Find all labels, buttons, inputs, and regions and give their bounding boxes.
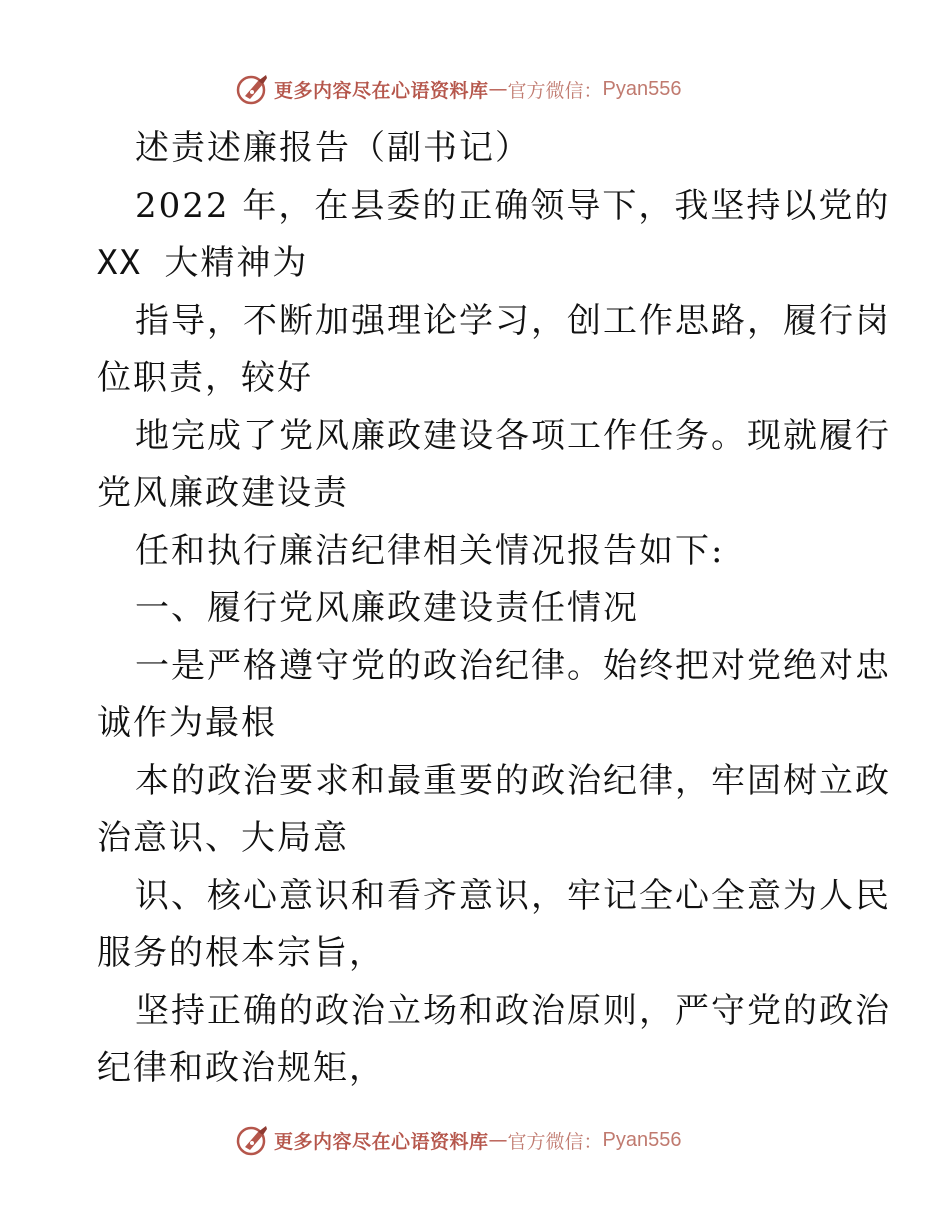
- doc-line: 地完成了党风廉政建设各项工作任务。现就履行: [135, 415, 891, 456]
- pen-nib-logo-icon: [236, 1123, 270, 1157]
- watermark-dash: —: [488, 78, 508, 100]
- doc-line: 服务的根本宗旨，: [97, 933, 385, 973]
- footer-watermark: [236, 1123, 682, 1157]
- doc-line: 本的政治要求和最重要的政治纪律，牢固树立政: [135, 760, 891, 801]
- doc-line: 指导，不断加强理论学习，创工作思路，履行岗: [135, 300, 891, 341]
- doc-title: 述责述廉报告（副书记）: [135, 128, 531, 168]
- doc-line: 2022 年，在县委的正确领导下，我坚持以党的: [135, 185, 891, 226]
- watermark-text: 更多内容尽在心语资料库: [274, 79, 489, 102]
- pen-nib-logo-icon: [236, 72, 270, 106]
- watermark-wechat-id: Pyan556: [602, 1128, 682, 1151]
- watermark-text: 更多内容尽在心语资料库: [274, 1130, 489, 1153]
- doc-line: 坚持正确的政治立场和政治原则，严守党的政治: [135, 990, 891, 1031]
- doc-line: 党风廉政建设责: [97, 473, 349, 513]
- doc-line: 一是严格遵守党的政治纪律。始终把对党绝对忠: [135, 645, 891, 686]
- document-body: [97, 120, 891, 1098]
- watermark-wechat-id: Pyan556: [602, 77, 682, 100]
- doc-line: 纪律和政治规矩，: [97, 1048, 385, 1088]
- watermark-dash: —: [488, 1129, 508, 1151]
- doc-line: 任和执行廉洁纪律相关情况报告如下:: [135, 530, 725, 571]
- watermark-wechat-label: 官方微信：: [507, 79, 603, 102]
- doc-line: 治意识、大局意: [97, 818, 349, 858]
- doc-line: 位职责，较好: [97, 358, 313, 398]
- doc-line: XX 大精神为: [97, 243, 309, 283]
- doc-line: 识、核心意识和看齐意识，牢记全心全意为人民: [135, 875, 891, 916]
- header-watermark: [236, 72, 682, 106]
- doc-line: 诚作为最根: [97, 703, 277, 743]
- watermark-wechat-label: 官方微信：: [507, 1130, 603, 1153]
- section-heading: 一、履行党风廉政建设责任情况: [135, 588, 639, 628]
